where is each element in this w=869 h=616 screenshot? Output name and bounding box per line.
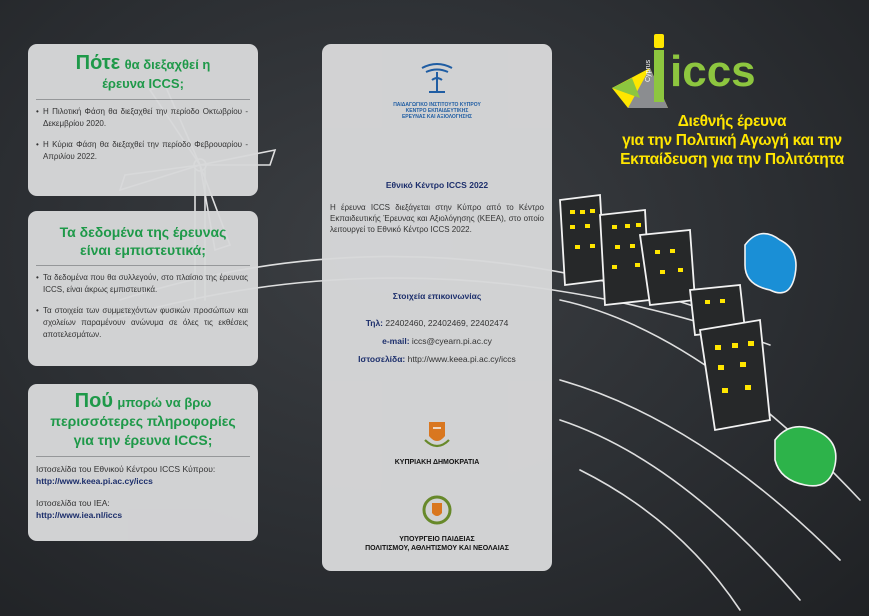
email-value[interactable]: iccs@cyearn.pi.ac.cy <box>411 336 492 346</box>
ministry-caption-2: ΠΟΛΙΤΙΣΜΟΥ, ΑΘΛΗΤΙΣΜΟΥ ΚΑΙ ΝΕΟΛΑΙΑΣ <box>365 545 509 552</box>
when-bullets <box>28 106 258 163</box>
website-row <box>322 354 552 364</box>
more-info-heading-2: περισσότερες πληροφορίες <box>50 413 236 429</box>
national-centre-link[interactable]: http://www.keea.pi.ac.cy/iccs <box>36 476 153 486</box>
confidentiality-heading <box>28 223 258 259</box>
logo-wordmark: iccs <box>670 47 756 96</box>
more-info-heading-big: Πού <box>74 390 113 412</box>
republic-caption: ΚΥΠΡΙΑΚΗ ΔΗΜΟΚΡΑΤΙΑ <box>394 459 480 466</box>
logo-subtext: Cyprus <box>645 59 652 82</box>
iea-label: Ιστοσελίδα του IEA: <box>36 498 110 508</box>
divider <box>36 265 250 266</box>
divider <box>36 456 250 457</box>
when-card <box>28 44 258 196</box>
org-name-3: ΕΡΕΥΝΑΣ ΚΑΙ ΑΞΙΟΛΟΓΗΣΗΣ <box>401 114 473 120</box>
iccs-cyprus-logo <box>610 28 810 108</box>
more-info-heading <box>28 392 258 450</box>
phone-value: 22402460, 22402469, 22402474 <box>385 318 509 328</box>
confidentiality-card <box>28 211 258 366</box>
when-heading-big: Πότε <box>75 52 121 74</box>
confidentiality-heading-2: είναι εμπιστευτικά; <box>80 242 206 258</box>
when-heading-small-2: έρευνα ICCS; <box>102 76 184 91</box>
survey-title-line1: Διεθνής έρευνα <box>677 113 787 130</box>
more-info-heading-small: μπορώ να βρω <box>117 395 212 410</box>
email-row <box>322 336 552 346</box>
ministry-emblem-icon <box>421 494 453 528</box>
phone-row <box>322 318 552 328</box>
iea-link[interactable]: http://www.iea.nl/iccs <box>36 510 123 520</box>
bullet-item: • Η Πιλοτική Φάση θα διεξαχθεί την περίοδο Οκτωβρίου - Δεκεμβρίου 2020. <box>36 106 248 130</box>
website-value[interactable]: http://www.keea.pi.ac.cy/iccs <box>407 354 516 364</box>
national-centre-card <box>322 44 552 571</box>
divider <box>36 99 250 100</box>
email-label: e-mail: <box>382 336 410 346</box>
confidentiality-heading-1: Τα δεδομένα της έρευνας <box>59 224 227 240</box>
confidentiality-bullets <box>28 272 258 341</box>
cyprus-coat-of-arms-icon <box>421 418 453 452</box>
bullet-item: • Τα στοιχεία των συμμετεχόντων φυσικών προσώπων και σχολείων παραμένουν ανώνυμα σε όλες τις εκθέσεις αποτελεσμάτων. <box>36 305 248 341</box>
survey-title <box>598 112 866 169</box>
phone-label: Τηλ: <box>365 318 384 328</box>
contact-title: Στοιχεία επικοινωνίας <box>392 291 482 301</box>
website-label: Ιστοσελίδα: <box>358 354 406 364</box>
more-info-heading-3: για την έρευνα ICCS; <box>73 432 213 448</box>
org-name-2: ΚΕΝΤΡΟ ΕΚΠΑΙΔΕΥΤΙΚΗΣ <box>405 108 469 114</box>
national-centre-title: Εθνικό Κέντρο ICCS 2022 <box>385 180 489 190</box>
survey-title-line3: Εκπαίδευση για την Πολιτότητα <box>620 151 844 168</box>
more-info-body <box>28 463 258 521</box>
when-heading-small-1: θα διεξαχθεί η <box>124 57 211 72</box>
national-centre-text: Η έρευνα ICCS διεξάγεται στην Κύπρο από το Κέντρο Εκπαιδευτικής Έρευνας και Αξιολόγησης (ΚΕΕΑ), στο οποίο λειτουργεί το Εθνικό Κέντρο ICCS 2022. <box>330 203 544 234</box>
org-name-1: ΠΑΙΔΑΓΩΓΙΚΟ ΙΝΣΤΙΤΟΥΤΟ ΚΥΠΡΟΥ <box>393 102 481 108</box>
more-info-card <box>28 384 258 541</box>
when-heading <box>28 54 258 93</box>
national-centre-label: Ιστοσελίδα του Εθνικού Κέντρου ICCS Κύπρου: <box>36 464 216 474</box>
ministry-caption-1: ΥΠΟΥΡΓΕΙΟ ΠΑΙΔΕΙΑΣ <box>399 536 475 543</box>
pedagogical-institute-logo <box>412 58 462 98</box>
bullet-item: • Τα δεδομένα που θα συλλεγούν, στο πλαίσιο της έρευνας ICCS, είναι άκρως εμπιστευτικά. <box>36 272 248 296</box>
survey-title-line2: για την Πολιτική Αγωγή και την <box>622 132 842 149</box>
bullet-item: • Η Κύρια Φάση θα διεξαχθεί την περίοδο Φεβρουαρίου - Απριλίου 2022. <box>36 139 248 163</box>
